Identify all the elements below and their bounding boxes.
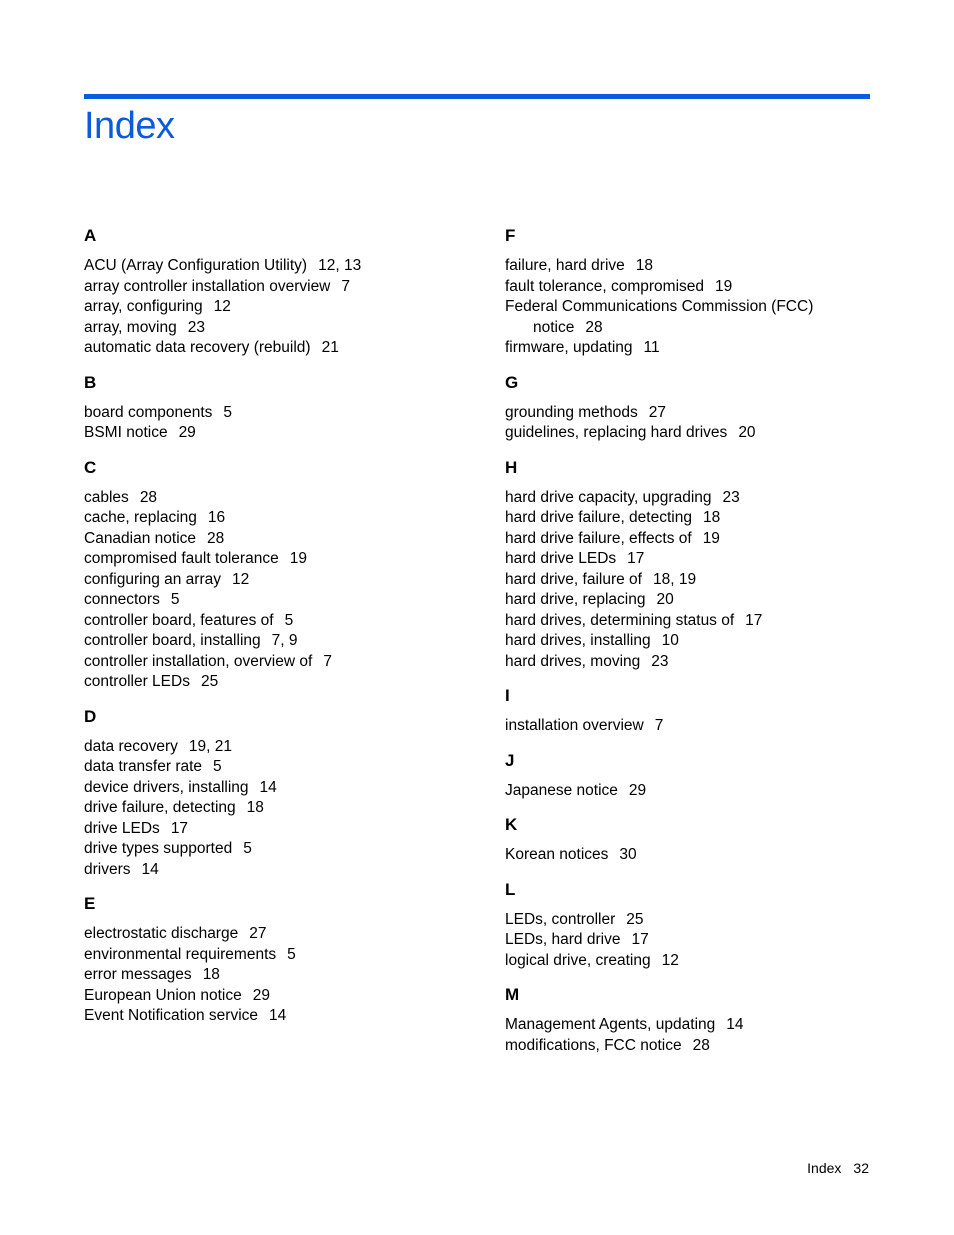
entry-term: configuring an array — [84, 570, 221, 588]
entry-pages: 12 — [232, 570, 250, 588]
section-letter: G — [505, 372, 519, 392]
index-section-k — [505, 813, 905, 866]
index-entry — [505, 631, 905, 652]
entry-term: logical drive, creating — [505, 951, 651, 969]
entry-term: hard drive, replacing — [505, 591, 646, 608]
entry-pages: 5 — [284, 611, 294, 629]
index-entry — [505, 590, 905, 611]
entry-pages: 17 — [745, 611, 763, 629]
index-entry — [84, 1006, 484, 1027]
index-entry — [505, 910, 905, 931]
entry-term: connectors — [84, 591, 160, 608]
index-entry — [84, 488, 484, 509]
entry-term: Korean notices — [505, 846, 609, 863]
index-entry — [505, 488, 905, 509]
index-entry — [505, 1015, 905, 1036]
index-entry — [505, 529, 905, 550]
entry-term: controller board, features of — [84, 611, 274, 629]
index-entry — [84, 529, 484, 550]
index-entry — [505, 1036, 905, 1057]
section-letter: F — [505, 226, 516, 245]
title-rule — [84, 94, 870, 99]
index-entry — [84, 631, 484, 652]
entry-term: European Union notice — [84, 986, 242, 1004]
entry-term: controller installation, overview of — [84, 652, 313, 670]
entry-pages: 17 — [627, 550, 645, 567]
section-letter: A — [84, 226, 97, 245]
index-entry — [84, 338, 484, 359]
index-entry-continuation — [505, 318, 905, 339]
section-letter: E — [84, 894, 96, 913]
section-letter: J — [505, 750, 515, 770]
index-entry — [84, 839, 484, 860]
entry-pages: 28 — [139, 488, 158, 506]
entry-term: drive LEDs — [84, 819, 160, 837]
entry-pages: 28 — [585, 318, 603, 336]
entry-pages: 29 — [178, 424, 196, 441]
section-letter: C — [84, 457, 97, 477]
entry-term: cache, replacing — [84, 509, 197, 526]
entry-pages: 7 — [323, 652, 332, 670]
footer-label: Index — [807, 1160, 842, 1176]
index-entry — [84, 297, 484, 318]
entry-term: environmental requirements — [84, 945, 277, 963]
entry-pages: 14 — [259, 778, 277, 796]
index-entry — [505, 549, 905, 570]
index-entry — [84, 924, 484, 945]
entry-term: Management Agents, updating — [505, 1016, 716, 1033]
index-entry — [84, 403, 484, 424]
entry-term: cables — [84, 488, 129, 506]
index-entry — [84, 798, 484, 819]
index-section-a — [84, 224, 484, 359]
entry-term: guidelines, replacing hard drives — [505, 424, 728, 441]
entry-term: Event Notification service — [84, 1007, 259, 1024]
entry-term: Japanese notice — [505, 781, 618, 799]
index-entry — [505, 508, 905, 529]
entry-pages: 12 — [661, 951, 679, 969]
entry-term: modifications, FCC notice — [505, 1036, 682, 1054]
index-entry — [84, 778, 484, 799]
page-title: Index — [84, 105, 175, 147]
entry-pages: 25 — [626, 910, 644, 928]
index-entry — [84, 318, 484, 339]
entry-term: array, configuring — [84, 298, 203, 315]
index-entry — [84, 672, 484, 693]
entry-term-continued: notice — [533, 318, 575, 336]
entry-pages: 14 — [141, 860, 159, 878]
entry-term: data transfer rate — [84, 758, 203, 775]
index-section-c — [84, 456, 484, 693]
index-section-d — [84, 705, 484, 881]
entry-pages: 29 — [628, 781, 647, 799]
entry-term: data recovery — [84, 737, 178, 755]
index-entry — [505, 297, 905, 318]
entry-term: hard drive failure, detecting — [505, 509, 692, 526]
index-entry — [84, 737, 484, 758]
entry-pages: 12, 13 — [318, 257, 362, 274]
index-section-m — [505, 983, 905, 1056]
index-entry — [84, 652, 484, 673]
index-entry — [84, 945, 484, 966]
entry-pages: 19 — [289, 550, 307, 567]
entry-pages: 18 — [202, 966, 220, 983]
index-section-e — [84, 892, 484, 1027]
index-section-f — [505, 224, 905, 359]
entry-term: hard drives, installing — [505, 632, 651, 649]
entry-term: drivers — [84, 860, 131, 878]
entry-term: error messages — [84, 966, 192, 983]
entry-pages: 7 — [341, 277, 351, 295]
entry-term: Federal Communications Commission (FCC) — [505, 298, 814, 315]
entry-pages: 17 — [631, 931, 649, 948]
index-entry — [505, 338, 905, 359]
entry-term: device drivers, installing — [84, 778, 249, 796]
index-entry — [505, 716, 905, 737]
entry-pages: 23 — [722, 488, 740, 506]
entry-pages: 27 — [648, 403, 666, 421]
entry-term: automatic data recovery (rebuild) — [84, 339, 311, 356]
entry-pages: 23 — [651, 652, 669, 670]
entry-term: controller LEDs — [84, 673, 190, 690]
index-entry — [505, 951, 905, 972]
index-entry — [84, 590, 484, 611]
entry-pages: 14 — [726, 1016, 744, 1033]
index-column-right — [505, 224, 905, 1068]
entry-pages: 5 — [170, 591, 180, 608]
entry-pages: 27 — [249, 925, 267, 942]
entry-pages: 25 — [200, 673, 219, 690]
index-entry — [505, 611, 905, 632]
section-letter: L — [505, 879, 516, 899]
entry-pages: 11 — [643, 339, 660, 356]
entry-pages: 5 — [243, 840, 252, 857]
section-letter: K — [505, 815, 518, 834]
entry-term: hard drive, failure of — [505, 570, 642, 588]
entry-pages: 19 — [715, 277, 733, 295]
entry-term: drive failure, detecting — [84, 799, 236, 816]
entry-term: LEDs, hard drive — [505, 931, 621, 948]
entry-term: electrostatic discharge — [84, 925, 239, 942]
entry-pages: 21 — [321, 339, 339, 356]
section-letter: H — [505, 457, 518, 477]
entry-pages: 23 — [187, 318, 205, 336]
entry-term: hard drive capacity, upgrading — [505, 488, 712, 506]
entry-pages: 29 — [252, 986, 270, 1004]
index-entry — [84, 277, 484, 298]
index-entry — [505, 403, 905, 424]
section-letter: B — [84, 372, 97, 392]
entry-pages: 16 — [207, 509, 226, 526]
index-section-i — [505, 684, 905, 737]
entry-term: compromised fault tolerance — [84, 550, 279, 567]
entry-pages: 5 — [287, 945, 296, 963]
entry-pages: 10 — [661, 632, 679, 649]
index-entry — [505, 845, 905, 866]
entry-pages: 7, 9 — [271, 632, 298, 649]
index-entry — [84, 611, 484, 632]
entry-pages: 18 — [635, 257, 654, 274]
entry-term: installation overview — [505, 717, 644, 734]
index-entry — [84, 860, 484, 881]
index-entry — [84, 570, 484, 591]
entry-pages: 14 — [269, 1007, 287, 1024]
index-entry — [505, 277, 905, 298]
index-section-g — [505, 371, 905, 444]
index-entry — [84, 549, 484, 570]
index-entry — [84, 986, 484, 1007]
entry-term: controller board, installing — [84, 632, 261, 649]
index-entry — [84, 757, 484, 778]
index-entry — [84, 965, 484, 986]
footer-page-number: 32 — [853, 1160, 869, 1176]
entry-pages: 18 — [702, 509, 721, 526]
index-entry — [84, 508, 484, 529]
section-letter: M — [505, 985, 520, 1004]
entry-term: firmware, updating — [505, 339, 633, 356]
index-entry — [505, 256, 905, 277]
entry-term: board components — [84, 403, 213, 421]
entry-pages: 20 — [738, 424, 756, 441]
index-entry — [505, 570, 905, 591]
index-entry — [505, 781, 905, 802]
entry-pages: 17 — [170, 819, 189, 837]
section-letter: D — [84, 706, 97, 726]
entry-pages: 5 — [223, 403, 233, 421]
entry-term: hard drives, moving — [505, 652, 641, 670]
entry-term: array controller installation overview — [84, 277, 331, 295]
index-section-l — [505, 878, 905, 972]
index-section-j — [505, 749, 905, 802]
entry-pages: 19 — [702, 529, 720, 547]
entry-pages: 5 — [213, 758, 222, 775]
index-section-h — [505, 456, 905, 673]
index-entry — [505, 652, 905, 673]
index-column-left — [84, 224, 484, 1039]
index-section-b — [84, 371, 484, 444]
entry-pages: 18, 19 — [653, 570, 697, 588]
entry-term: LEDs, controller — [505, 910, 616, 928]
entry-term: drive types supported — [84, 840, 233, 857]
entry-pages: 28 — [207, 529, 225, 547]
entry-term: hard drives, determining status of — [505, 611, 735, 629]
entry-pages: 7 — [654, 717, 664, 734]
entry-pages: 28 — [692, 1036, 710, 1054]
entry-term: array, moving — [84, 318, 177, 336]
entry-term: failure, hard drive — [505, 257, 625, 274]
index-entry — [84, 256, 484, 277]
entry-term: hard drive failure, effects of — [505, 529, 692, 547]
entry-pages: 12 — [213, 298, 231, 315]
entry-term: grounding methods — [505, 403, 638, 421]
entry-pages: 20 — [656, 591, 674, 608]
entry-term: fault tolerance, compromised — [505, 277, 705, 295]
entry-pages: 18 — [246, 799, 264, 816]
entry-pages: 30 — [619, 846, 637, 863]
index-entry — [505, 423, 905, 444]
entry-term: Canadian notice — [84, 529, 197, 547]
entry-term: BSMI notice — [84, 424, 168, 441]
entry-pages: 19, 21 — [188, 737, 233, 755]
section-letter: I — [505, 686, 510, 705]
index-entry — [505, 930, 905, 951]
entry-term: hard drive LEDs — [505, 550, 617, 567]
entry-term: ACU (Array Configuration Utility) — [84, 257, 308, 274]
page-footer — [807, 1158, 869, 1178]
index-entry — [84, 819, 484, 840]
index-entry — [84, 423, 484, 444]
